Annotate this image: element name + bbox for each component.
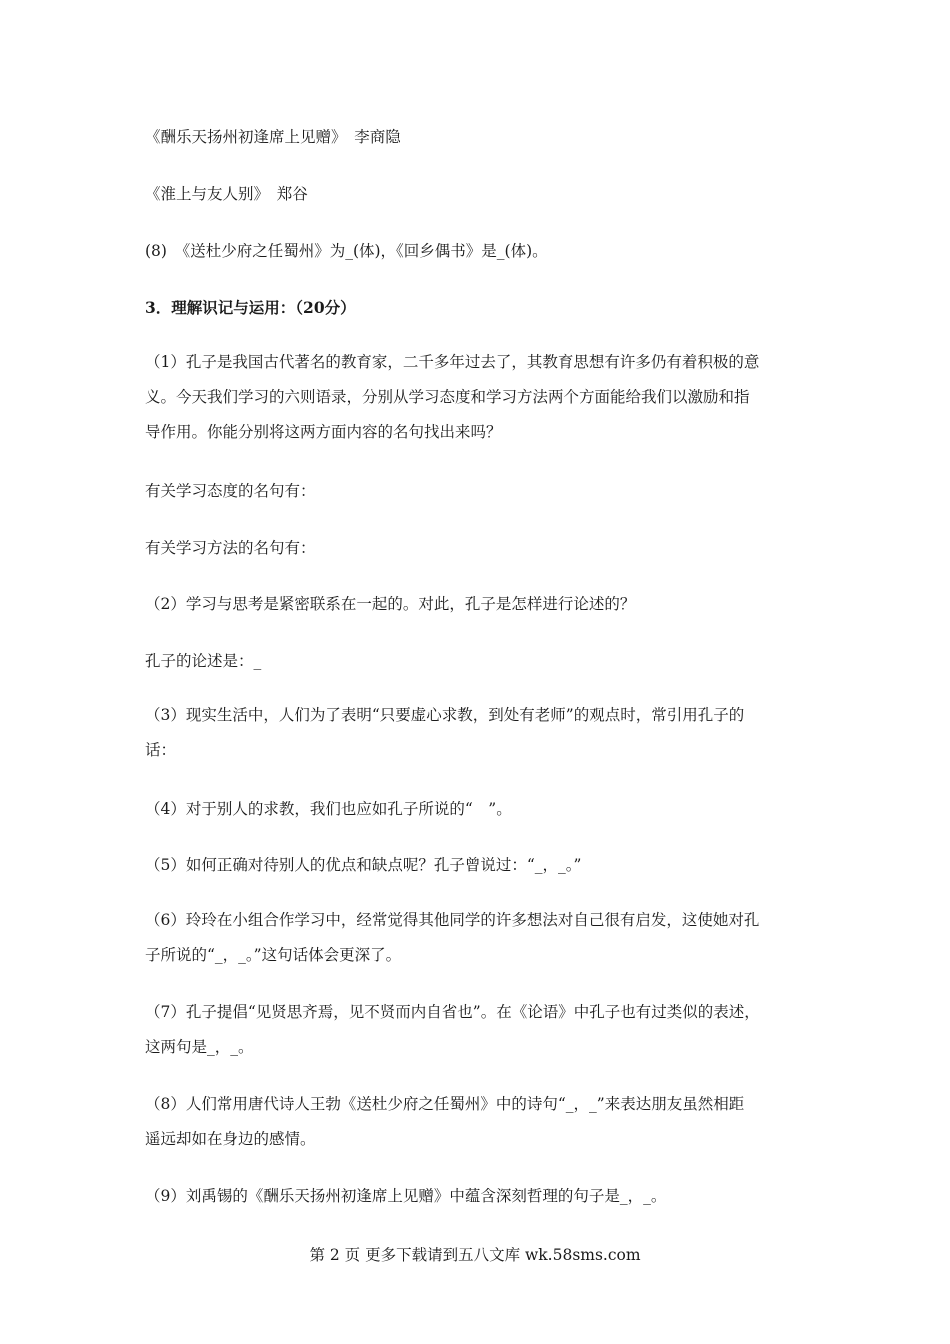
question-8-line-1: （8）人们常用唐代诗人王勃《送杜少府之任蜀州》中的诗句“_，_”来表达朋友虽然相距 (145, 1095, 745, 1113)
question-1-line-1: （1）孔子是我国古代著名的教育家，二千多年过去了，其教育思想有许多仍有着积极的意 (145, 353, 760, 371)
question-2-answer: 孔子的论述是：_ (145, 652, 262, 670)
question-6-line-2: 子所说的“_，_。”这句话体会更深了。 (145, 946, 402, 964)
question-3-line-1: （3）现实生活中，人们为了表明“只要虚心求教，到处有老师”的观点时，常引用孔子的 (145, 706, 745, 724)
poem-title-1: 《酬乐天扬州初逢席上见赠》 李商隐 (145, 128, 401, 146)
question-8-line-2: 遥远却如在身边的感情。 (145, 1130, 316, 1148)
question-2: （2）学习与思考是紧密联系在一起的。对此，孔子是怎样进行论述的？ (145, 595, 636, 613)
question-8-form: (8) 《送杜少府之任蜀州》为_(体)，《回乡偶书》是_(体)。 (145, 242, 548, 260)
attitude-answer-label: 有关学习态度的名句有： (145, 482, 316, 500)
poem-title-2: 《淮上与友人别》 郑谷 (145, 185, 308, 203)
question-1-line-2: 义。今天我们学习的六则语录，分别从学习态度和学习方法两个方面能给我们以激励和指 (145, 388, 750, 406)
question-3-line-2: 话： (145, 741, 177, 759)
question-6-line-1: （6）玲玲在小组合作学习中，经常觉得其他同学的许多想法对自己很有启发，这使她对孔 (145, 911, 760, 929)
question-9: （9）刘禹锡的《酬乐天扬州初逢席上见赠》中蕴含深刻哲理的句子是_，_。 (145, 1187, 667, 1205)
question-5: （5）如何正确对待别人的优点和缺点呢？孔子曾说过：“_，_。” (145, 856, 582, 874)
method-answer-label: 有关学习方法的名句有： (145, 539, 316, 557)
question-1-line-3: 导作用。你能分别将这两方面内容的名句找出来吗？ (145, 423, 502, 441)
question-4: （4）对于别人的求教，我们也应如孔子所说的“ ”。 (145, 800, 512, 818)
question-7-line-1: （7）孔子提倡“见贤思齐焉，见不贤而内自省也”。在《论语》中孔子也有过类似的表述， (145, 1003, 760, 1021)
page-footer: 第 2 页 更多下载请到五八文库 wk.58sms.com (309, 1246, 641, 1264)
section-3-heading: 3．理解识记与运用：（20分） (145, 298, 356, 317)
question-7-line-2: 这两句是_，_。 (145, 1038, 254, 1056)
